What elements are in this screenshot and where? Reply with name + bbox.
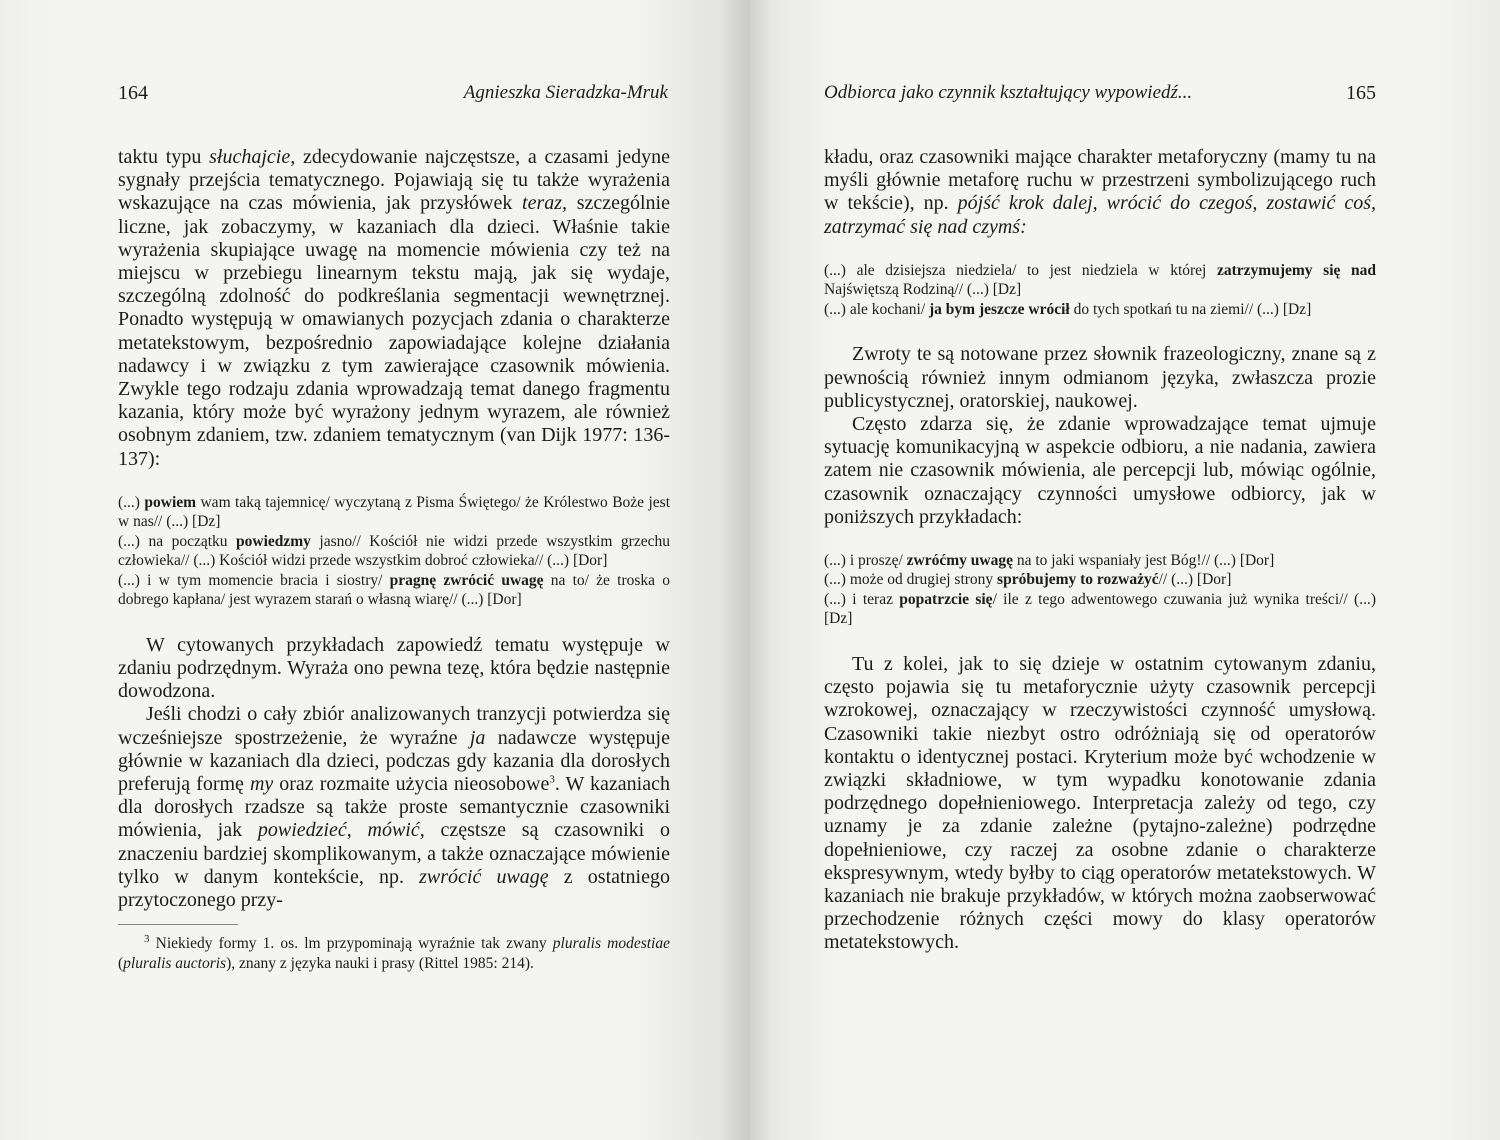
page-number: 164 (118, 82, 148, 104)
left-body (118, 146, 670, 912)
paragraph: Tu z kolei, jak to się dzieje w ostatnim cytowanym zdaniu, często pojawia się tu metaforycznie użyty czasownik percepcji wzrokowej, oznaczający w rzeczywistości czynność umysłową. Czasowniki takie niezbyt ostro odróżniają się od operatorów kontaktu o identycznej postaci. Kryterium może być wchodzenie w związki składniowe, w tym wypadku konotowanie zdania podrzędnego dopełnieniowego. Interpretacja zależy od tego, czy uznamy je za zdanie zależne (pytajno-zależne) podrzędne dopełnieniowe, czy raczej za osobne zdanie o charakterze ekspresywnym, wtedy byłby to ciąg operatorów metatekstowych. W kazaniach nie brakuje przykładów, w których można zaobserwować przechodzenie różnych części mowy do klasy operatorów metatekstowych. (824, 652, 1376, 954)
example-quote: (...) na początku powiedzmy jasno// Kościół nie widzi przede wszystkim grzechu człowieka// (...) Kościół widzi przede wszystkim dobroć człowieka// (...) [Dor] (118, 532, 670, 570)
example-quote: (...) ale kochani/ ja bym jeszcze wrócił do tych spotkań tu na ziemi// (...) [Dz] (824, 300, 1312, 318)
examples-block (824, 551, 1376, 629)
paragraph: Często zdarza się, że zdanie wprowadzające temat ujmuje sytuację komunikacyjną w aspekcie odbioru, a nie nadania, zawiera zatem nie czasownik mówienia, ale percepcji lub, mówiąc ogólnie, czasownik oznaczający czynności umysłowe odbiorcy, jak w poniższych przykładach: (824, 412, 1376, 528)
footnote-rule (118, 924, 238, 925)
example-quote: (...) powiem wam taką tajemnicę/ wyczytaną z Pisma Świętego/ że Królestwo Boże jest w nas// (...) [Dz] (118, 493, 670, 531)
example-quote: (...) i w tym momencie bracia i siostry/ pragnę zwrócić uwagę na to/ że troska o dobrego kapłana/ jest wyrazem starań o własną wiarę// (...) [Dor] (118, 571, 670, 609)
running-head: Odbiorca jako czynnik kształtujący wypowiedź... (824, 82, 1193, 103)
paragraph: Jeśli chodzi o cały zbiór analizowanych tranzycji potwierdza się wcześniejsze spostrzeżenie, że wyraźne ja nadawcze występuje głównie w kazaniach dla dzieci, podczas gdy kazania dla dorosłych preferują formę my oraz rozmaite użycia nieosobowe$^3$. W kazaniach dla dorosłych rzadsze są także proste semantycznie czasowniki mówienia, jak powiedzieć, mówić, częstsze są czasowniki o znaczeniu bardziej skomplikowanym, a także oznaczające mówienie tylko w danym kontekście, np. zwrócić uwagę z ostatniego przytoczonego przy- (118, 703, 670, 912)
example-quote: (...) i proszę/ zwróćmy uwagę na to jaki wspaniały jest Bóg!// (...) [Dor] (824, 551, 1275, 569)
examples-block (118, 493, 670, 610)
right-body (824, 146, 1376, 955)
paragraph: W cytowanych przykładach zapowiedź tematu występuje w zdaniu podrzędnym. Wyraża ono pewna tezę, która będzie następnie dowodzona. (118, 633, 670, 703)
paragraph: Zwroty te są notowane przez słownik frazeologiczny, znane są z pewnością również innym odmianom języka, zwłaszcza prozie publicystycznej, oratorskiej, naukowej. (824, 343, 1376, 412)
example-quote: (...) może od drugiej strony spróbujemy to rozważyć// (...) [Dor] (824, 571, 1232, 589)
example-quote: (...) ale dzisiejsza niedziela/ to jest niedziela w której zatrzymujemy się nad Najświętszą Rodziną// (...) [Dz] (824, 261, 1376, 299)
footnote: $^3$ Niekiedy formy 1. os. lm przypominają wyraźnie tak zwany pluralis modestiae (pluralis auctoris), znany z języka nauki i prasy (Rittel 1985: 214). (118, 932, 670, 972)
right-page (750, 0, 1500, 1140)
page-number: 165 (1346, 82, 1376, 104)
paragraph: taktu typu słuchajcie, zdecydowanie najczęstsze, a czasami jedyne sygnały przejścia tematycznego. Pojawiają się tu także wyrażenia wskazujące na czas mówienia, jak przysłówek teraz, szczególnie liczne, jak zobaczymy, w kazaniach dla dzieci. Właśnie takie wyrażenia skupiające uwagę na momencie mówienia czy też na miejscu w przebiegu linearnym tekstu mają, jak się wydaje, szczególną zdolność do podkreślania segmentacji wewnętrznej. Ponadto występują w omawianych pozycjach zdania o charakterze metatekstowym, bezpośrednio zapowiadające kolejne działania nadawcy i w związku z tym zawierające czasownik mówienia. Zwykle tego rodzaju zdania wprowadzają temat danego fragmentu kazania, który może być wyrażony jednym wyrazem, ale również osobnym zdaniem, tzw. zdaniem tematycznym (van Dijk 1977: 136-137): (118, 146, 671, 470)
paragraph: kładu, oraz czasowniki mające charakter metaforyczny (mamy tu na myśli głównie metaforę ruchu w przestrzeni symbolizującego ruch w tekście), np. pójść krok dalej, wrócić do czegoś, zostawić coś, zatrzymać się nad czymś: (824, 146, 1377, 238)
example-quote: (...) i teraz popatrzcie się/ ile z tego adwentowego czuwania już wynika treści// (...) [Dz] (824, 590, 1376, 628)
examples-block (824, 261, 1376, 320)
running-head: Agnieszka Sieradzka-Mruk (463, 82, 668, 103)
